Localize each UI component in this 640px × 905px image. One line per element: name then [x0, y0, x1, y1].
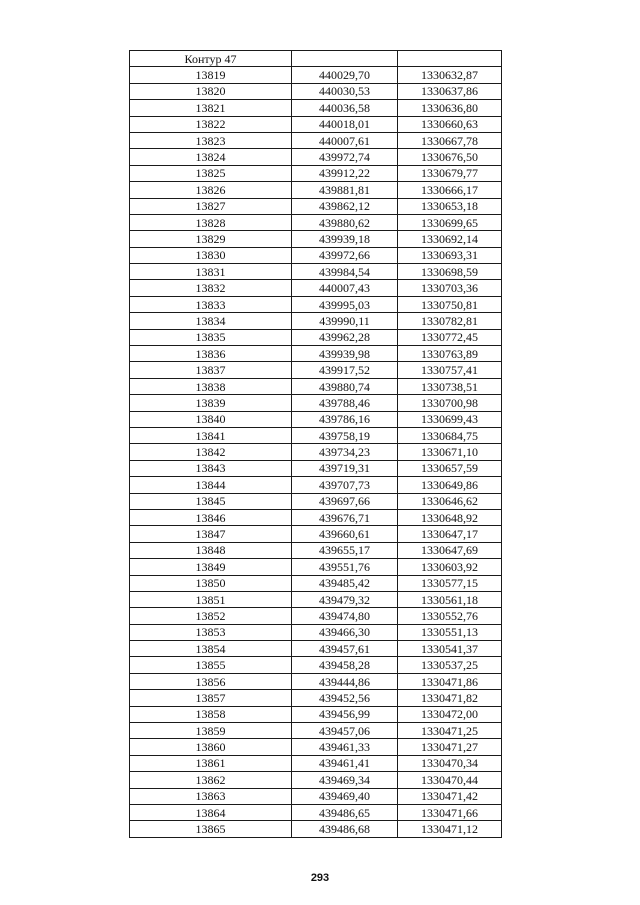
y-coordinate-cell: 1330648,92	[398, 509, 502, 525]
table-row	[130, 723, 502, 739]
table-row	[130, 116, 502, 132]
point-number-cell: 13862	[130, 772, 292, 788]
table-row	[130, 772, 502, 788]
point-number-cell: 13826	[130, 182, 292, 198]
x-coordinate-cell: 439486,68	[292, 821, 398, 837]
y-coordinate-cell: 1330738,51	[398, 378, 502, 394]
point-number-cell: 13840	[130, 411, 292, 427]
table-row	[130, 575, 502, 591]
y-coordinate-cell: 1330471,82	[398, 690, 502, 706]
point-number-cell: 13844	[130, 477, 292, 493]
table-row	[130, 804, 502, 820]
x-coordinate-cell: 439788,46	[292, 395, 398, 411]
point-number-cell: 13849	[130, 559, 292, 575]
table-row	[130, 509, 502, 525]
x-coordinate-cell: 439457,61	[292, 641, 398, 657]
x-coordinate-cell: 439456,99	[292, 706, 398, 722]
y-coordinate-cell: 1330757,41	[398, 362, 502, 378]
point-number-cell: 13836	[130, 346, 292, 362]
header-cell-x	[292, 51, 398, 67]
table-row	[130, 608, 502, 624]
x-coordinate-cell: 439676,71	[292, 509, 398, 525]
point-number-cell: 13822	[130, 116, 292, 132]
point-number-cell: 13858	[130, 706, 292, 722]
point-number-cell: 13865	[130, 821, 292, 837]
y-coordinate-cell: 1330679,77	[398, 165, 502, 181]
x-coordinate-cell: 439707,73	[292, 477, 398, 493]
table-row	[130, 132, 502, 148]
page-number: 293	[310, 872, 330, 884]
x-coordinate-cell: 439457,06	[292, 723, 398, 739]
y-coordinate-cell: 1330471,25	[398, 723, 502, 739]
y-coordinate-cell: 1330603,92	[398, 559, 502, 575]
x-coordinate-cell: 440030,53	[292, 83, 398, 99]
table-row	[130, 641, 502, 657]
point-number-cell: 13841	[130, 427, 292, 443]
y-coordinate-cell: 1330782,81	[398, 313, 502, 329]
header-cell-y	[398, 51, 502, 67]
x-coordinate-cell: 439880,62	[292, 214, 398, 230]
table-row	[130, 559, 502, 575]
y-coordinate-cell: 1330703,36	[398, 280, 502, 296]
point-number-cell: 13835	[130, 329, 292, 345]
point-number-cell: 13861	[130, 755, 292, 771]
y-coordinate-cell: 1330471,12	[398, 821, 502, 837]
y-coordinate-cell: 1330552,76	[398, 608, 502, 624]
y-coordinate-cell: 1330699,65	[398, 214, 502, 230]
table-row	[130, 329, 502, 345]
point-number-cell: 13845	[130, 493, 292, 509]
point-number-cell: 13854	[130, 641, 292, 657]
table-row	[130, 821, 502, 837]
table-row	[130, 182, 502, 198]
point-number-cell: 13825	[130, 165, 292, 181]
point-number-cell: 13852	[130, 608, 292, 624]
y-coordinate-cell: 1330647,69	[398, 542, 502, 558]
y-coordinate-cell: 1330646,62	[398, 493, 502, 509]
point-number-cell: 13856	[130, 673, 292, 689]
table-row	[130, 624, 502, 640]
point-number-cell: 13843	[130, 460, 292, 476]
x-coordinate-cell: 439466,30	[292, 624, 398, 640]
y-coordinate-cell: 1330471,66	[398, 804, 502, 820]
y-coordinate-cell: 1330653,18	[398, 198, 502, 214]
x-coordinate-cell: 439786,16	[292, 411, 398, 427]
point-number-cell: 13819	[130, 67, 292, 83]
table-row	[130, 542, 502, 558]
point-number-cell: 13863	[130, 788, 292, 804]
y-coordinate-cell: 1330541,37	[398, 641, 502, 657]
x-coordinate-cell: 439734,23	[292, 444, 398, 460]
x-coordinate-cell: 439660,61	[292, 526, 398, 542]
y-coordinate-cell: 1330471,27	[398, 739, 502, 755]
table-row	[130, 657, 502, 673]
y-coordinate-cell: 1330632,87	[398, 67, 502, 83]
x-coordinate-cell: 439972,66	[292, 247, 398, 263]
y-coordinate-cell: 1330698,59	[398, 264, 502, 280]
table-row	[130, 460, 502, 476]
x-coordinate-cell: 439458,28	[292, 657, 398, 673]
y-coordinate-cell: 1330750,81	[398, 296, 502, 312]
point-number-cell: 13857	[130, 690, 292, 706]
x-coordinate-cell: 439912,22	[292, 165, 398, 181]
y-coordinate-cell: 1330671,10	[398, 444, 502, 460]
x-coordinate-cell: 439444,86	[292, 673, 398, 689]
point-number-cell: 13821	[130, 100, 292, 116]
x-coordinate-cell: 439984,54	[292, 264, 398, 280]
x-coordinate-cell: 439485,42	[292, 575, 398, 591]
x-coordinate-cell: 439962,28	[292, 329, 398, 345]
table-row	[130, 67, 502, 83]
point-number-cell: 13823	[130, 132, 292, 148]
x-coordinate-cell: 439452,56	[292, 690, 398, 706]
y-coordinate-cell: 1330561,18	[398, 591, 502, 607]
y-coordinate-cell: 1330676,50	[398, 149, 502, 165]
table-row	[130, 231, 502, 247]
x-coordinate-cell: 439881,81	[292, 182, 398, 198]
y-coordinate-cell: 1330647,17	[398, 526, 502, 542]
x-coordinate-cell: 440018,01	[292, 116, 398, 132]
y-coordinate-cell: 1330551,13	[398, 624, 502, 640]
point-number-cell: 13824	[130, 149, 292, 165]
x-coordinate-cell: 439939,18	[292, 231, 398, 247]
table-row	[130, 198, 502, 214]
table-row	[130, 247, 502, 263]
y-coordinate-cell: 1330471,86	[398, 673, 502, 689]
contour-label: Контур 47	[130, 51, 292, 67]
y-coordinate-cell: 1330763,89	[398, 346, 502, 362]
x-coordinate-cell: 439551,76	[292, 559, 398, 575]
table-row	[130, 149, 502, 165]
x-coordinate-cell: 439990,11	[292, 313, 398, 329]
x-coordinate-cell: 439880,74	[292, 378, 398, 394]
point-number-cell: 13860	[130, 739, 292, 755]
x-coordinate-cell: 439862,12	[292, 198, 398, 214]
x-coordinate-cell: 439474,80	[292, 608, 398, 624]
point-number-cell: 13848	[130, 542, 292, 558]
table-row	[130, 296, 502, 312]
point-number-cell: 13851	[130, 591, 292, 607]
point-number-cell: 13855	[130, 657, 292, 673]
table-row	[130, 739, 502, 755]
point-number-cell: 13833	[130, 296, 292, 312]
x-coordinate-cell: 440007,43	[292, 280, 398, 296]
table-row	[130, 690, 502, 706]
x-coordinate-cell: 440007,61	[292, 132, 398, 148]
y-coordinate-cell: 1330684,75	[398, 427, 502, 443]
table-row	[130, 83, 502, 99]
x-coordinate-cell: 439939,98	[292, 346, 398, 362]
point-number-cell: 13847	[130, 526, 292, 542]
y-coordinate-cell: 1330537,25	[398, 657, 502, 673]
x-coordinate-cell: 439719,31	[292, 460, 398, 476]
coordinates-table-body	[130, 51, 502, 838]
table-row	[130, 313, 502, 329]
coordinates-table	[129, 50, 502, 838]
point-number-cell: 13839	[130, 395, 292, 411]
y-coordinate-cell: 1330772,45	[398, 329, 502, 345]
table-row	[130, 362, 502, 378]
y-coordinate-cell: 1330700,98	[398, 395, 502, 411]
point-number-cell: 13842	[130, 444, 292, 460]
point-number-cell: 13853	[130, 624, 292, 640]
x-coordinate-cell: 439758,19	[292, 427, 398, 443]
y-coordinate-cell: 1330666,17	[398, 182, 502, 198]
table-row	[130, 214, 502, 230]
x-coordinate-cell: 439469,40	[292, 788, 398, 804]
x-coordinate-cell: 440036,58	[292, 100, 398, 116]
y-coordinate-cell: 1330667,78	[398, 132, 502, 148]
x-coordinate-cell: 439697,66	[292, 493, 398, 509]
x-coordinate-cell: 439972,74	[292, 149, 398, 165]
table-row	[130, 755, 502, 771]
table-row	[130, 444, 502, 460]
point-number-cell: 13838	[130, 378, 292, 394]
point-number-cell: 13827	[130, 198, 292, 214]
table-row	[130, 264, 502, 280]
x-coordinate-cell: 439486,65	[292, 804, 398, 820]
point-number-cell: 13850	[130, 575, 292, 591]
table-row	[130, 706, 502, 722]
point-number-cell: 13837	[130, 362, 292, 378]
y-coordinate-cell: 1330470,34	[398, 755, 502, 771]
table-row	[130, 788, 502, 804]
point-number-cell: 13820	[130, 83, 292, 99]
point-number-cell: 13830	[130, 247, 292, 263]
x-coordinate-cell: 440029,70	[292, 67, 398, 83]
y-coordinate-cell: 1330660,63	[398, 116, 502, 132]
point-number-cell: 13831	[130, 264, 292, 280]
x-coordinate-cell: 439461,33	[292, 739, 398, 755]
table-row	[130, 673, 502, 689]
x-coordinate-cell: 439655,17	[292, 542, 398, 558]
point-number-cell: 13829	[130, 231, 292, 247]
table-row	[130, 100, 502, 116]
x-coordinate-cell: 439995,03	[292, 296, 398, 312]
table-row	[130, 411, 502, 427]
y-coordinate-cell: 1330637,86	[398, 83, 502, 99]
point-number-cell: 13846	[130, 509, 292, 525]
x-coordinate-cell: 439479,32	[292, 591, 398, 607]
x-coordinate-cell: 439917,52	[292, 362, 398, 378]
y-coordinate-cell: 1330649,86	[398, 477, 502, 493]
y-coordinate-cell: 1330693,31	[398, 247, 502, 263]
y-coordinate-cell: 1330636,80	[398, 100, 502, 116]
y-coordinate-cell: 1330692,14	[398, 231, 502, 247]
point-number-cell: 13832	[130, 280, 292, 296]
point-number-cell: 13864	[130, 804, 292, 820]
table-row	[130, 280, 502, 296]
table-row	[130, 427, 502, 443]
x-coordinate-cell: 439469,34	[292, 772, 398, 788]
y-coordinate-cell: 1330699,43	[398, 411, 502, 427]
table-row	[130, 165, 502, 181]
y-coordinate-cell: 1330657,59	[398, 460, 502, 476]
y-coordinate-cell: 1330472,00	[398, 706, 502, 722]
table-row	[130, 378, 502, 394]
table-row	[130, 346, 502, 362]
table-row	[130, 526, 502, 542]
y-coordinate-cell: 1330471,42	[398, 788, 502, 804]
point-number-cell: 13859	[130, 723, 292, 739]
y-coordinate-cell: 1330470,44	[398, 772, 502, 788]
table-row	[130, 591, 502, 607]
table-row	[130, 395, 502, 411]
table-row	[130, 477, 502, 493]
table-row	[130, 493, 502, 509]
point-number-cell: 13834	[130, 313, 292, 329]
x-coordinate-cell: 439461,41	[292, 755, 398, 771]
table-header-row	[130, 51, 502, 67]
point-number-cell: 13828	[130, 214, 292, 230]
y-coordinate-cell: 1330577,15	[398, 575, 502, 591]
